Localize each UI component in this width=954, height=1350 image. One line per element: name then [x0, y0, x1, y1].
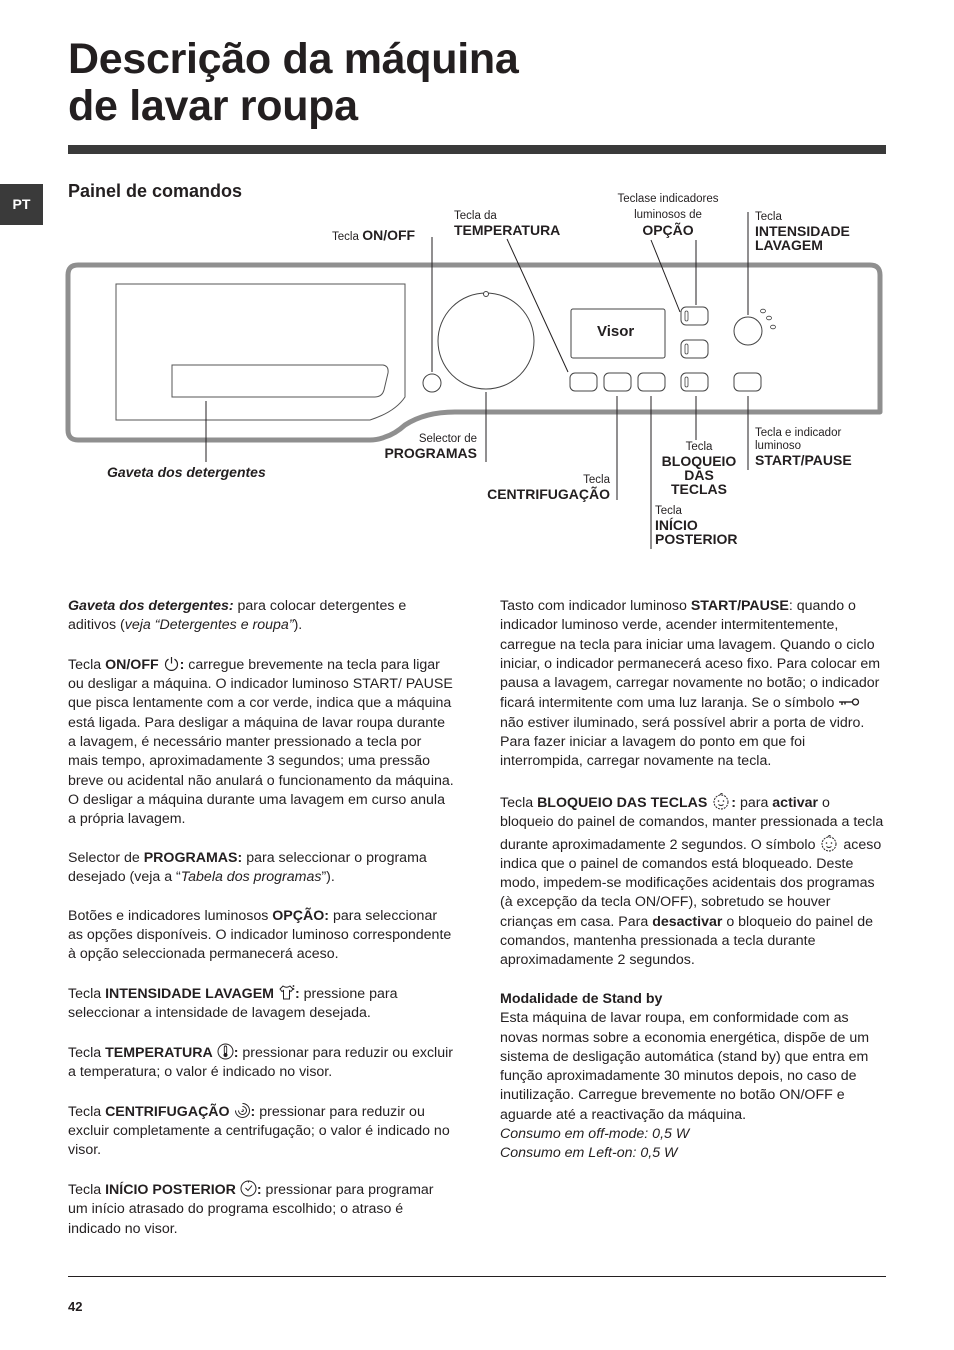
standby-consumption-lefton: Consumo em Left-on: 0,5 W [500, 1145, 678, 1162]
key-icon [838, 693, 860, 710]
left-column [68, 597, 454, 1258]
detergent-drawer [116, 284, 405, 420]
page-number: 42 [68, 1299, 83, 1314]
label-inicio-posterior: Tecla INÍCIO POSTERIOR [655, 505, 738, 547]
thermometer-icon [217, 1043, 234, 1060]
standby-consumption-off: Consumo em off-mode: 0,5 W [500, 1126, 690, 1143]
section-title: Painel de comandos [68, 181, 243, 201]
label-start-pause: Tecla e indicador luminoso START/PAUSE [755, 427, 852, 468]
label-temperatura: Tecla da TEMPERATURA [454, 210, 561, 238]
child-lock-icon [711, 791, 731, 810]
para-start-pause: Tasto com indicador luminoso START/PAUSE: quando o indicador luminoso verde, acender intermitentemente, carregue na tecla para iniciar uma lavagem. Quando o ciclo iniciar, o indicador permanecerá aceso fixo. Para colocar em pausa a lavagem, carregar novamente no botão; o indicador ficará intermitente com uma luz laranja. Se o símbolo não estiver iluminado, será possível abrir a porta de vidro. Para fazer iniciar a lavagem do ponto em que foi interrompida, carregar novamente na tecla. [500, 598, 881, 770]
para-bloqueio: Tecla BLOQUEIO DAS TECLAS : para activar o bloqueio do painel de comandos, manter pressionada a tecla durante aproximadamente 2 segundos. O símbolo aceso indica que o painel de comandos está bloqueado. Deste modo, impedem-se modificações acidentais dos programas (à excepção da tecla ON/OFF), sobretudo se houver crianças em casa. Para desactivar o bloqueio do painel de comandos, mantenha pressionada a tecla durante aproximadamente 2 segundos. [500, 791, 886, 971]
spin-icon [234, 1102, 251, 1119]
label-onoff: Tecla ON/OFF [332, 227, 416, 243]
title-line-2: de lavar roupa [68, 82, 358, 130]
para-centrifugacao: Tecla CENTRIFUGAÇÃO : pressionar para reduzir ou excluir completamente a centrifugação; o valor é indicado no visor. [68, 1103, 450, 1159]
para-onoff: Tecla ON/OFF : carregue brevemente na tecla para ligar ou desligar a máquina. O indicador luminoso START/ PAUSE que pisca lentamente com a cor verde, indica que a máquina está ligada. Para desligar a máquina de lavar roupa durante a lavagem, é necessário manter pressionado a tecla por mais tempo, aproximadamente 3 segundos; uma pressão breve ou acidental não anulará o funcionamento da máquina. O desligar a máquina durante uma lavagem em curso anula a própria lavagem. [68, 656, 454, 828]
label-gaveta: Gaveta dos detergentes [107, 464, 266, 480]
para-standby: Esta máquina de lavar roupa, em conformidade com as novas normas sobre a economia energética, dispõe de um sistema de desligação automática (stand by) que entra em função aproximadamente 30 minutos depois, no caso de inutilização. Carregue brevemente no botão ON/OFF e aguarde até a reactivação da máquina. [500, 1010, 870, 1123]
standby-heading: Modalidade de Stand by [500, 990, 663, 1007]
title-line-1: Descrição da máquina [68, 35, 519, 83]
tshirt-icon [278, 984, 295, 1001]
intensity-button-shape [734, 317, 762, 345]
label-intensidade: Tecla INTENSIDADE LAVAGEM [755, 211, 850, 253]
para-programas: Selector de PROGRAMAS: para seleccionar o programa desejado (veja a “Tabela dos programas”). [68, 849, 427, 886]
child-lock-icon [819, 833, 839, 852]
label-opcao: Teclase indicadores luminosos de OPÇÃO [617, 193, 719, 238]
power-icon [163, 655, 180, 672]
label-bloqueio: Tecla BLOQUEIO DAS TECLAS [661, 441, 737, 497]
para-intensidade: Tecla INTENSIDADE LAVAGEM : pressione para seleccionar a intensidade de lavagem desejada. [68, 985, 398, 1022]
para-gaveta: Gaveta dos detergentes: para colocar detergentes e aditivos (veja “Detergentes e roupa”). [68, 598, 407, 634]
para-inicio-posterior: Tecla INÍCIO POSTERIOR : pressionar para programar um início atrasado do programa escolhido; o atraso é indicado no visor. [68, 1181, 434, 1237]
right-column [500, 597, 886, 1164]
footer-divider [68, 1276, 886, 1277]
program-knob [438, 293, 534, 389]
label-centrifugacao: Tecla CENTRIFUGAÇÃO [487, 474, 610, 502]
label-programas: Selector de PROGRAMAS [384, 433, 477, 461]
language-tab: PT [0, 184, 43, 225]
para-opcao: Botões e indicadores luminosos OPÇÃO: para seleccionar as opções disponíveis. O indicador luminoso correspondente à opção seleccionada permanecerá aceso. [68, 907, 452, 963]
clock-icon [240, 1180, 257, 1197]
para-temperatura: Tecla TEMPERATURA : pressionar para reduzir ou excluir a temperatura; o valor é indicado no visor. [68, 1044, 453, 1081]
onoff-button-shape [423, 374, 441, 392]
display-label: Visor [597, 323, 635, 340]
drawer-handle [172, 365, 388, 397]
